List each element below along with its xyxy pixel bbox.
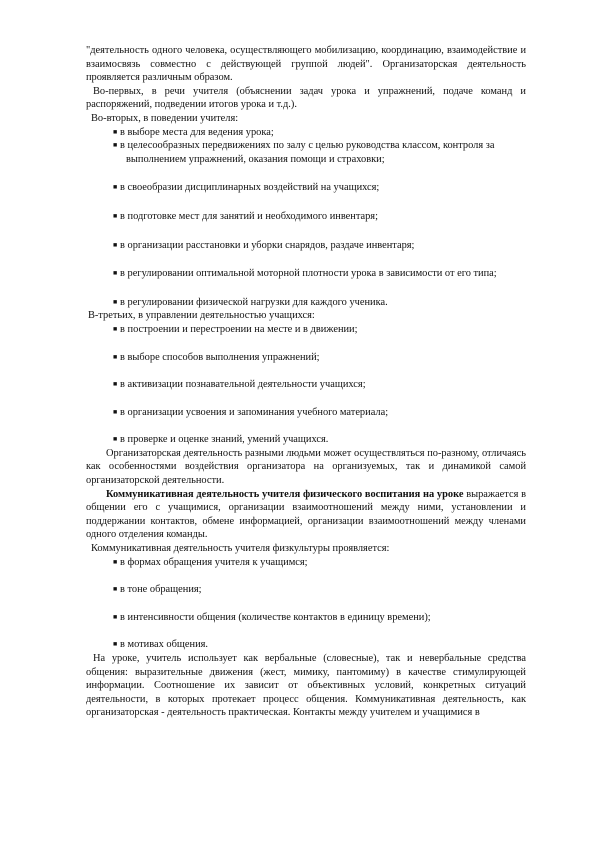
bullet-icon: ■ xyxy=(113,585,118,594)
paragraph-definition: "деятельность одного человека, осуществляющего мобилизацию, координацию, взаимодействие и взаимосвязь совместно с действующей группой людей". Организаторская деятельность проявляется различным образом. xyxy=(86,45,526,84)
bullet-icon: ■ xyxy=(113,352,118,361)
list-item: ■ в регулировании физической нагрузки для каждого ученика. xyxy=(113,296,388,308)
list-item: ■ в формах обращения учителя к учащимся; xyxy=(113,556,308,568)
bullet-icon: ■ xyxy=(113,435,118,444)
list-item: ■ в выборе места для ведения урока; xyxy=(113,126,274,138)
bullet-icon: ■ xyxy=(113,612,118,621)
list-item: ■ в интенсивности общения (количестве контактов в единицу времени); xyxy=(113,611,431,623)
behavior-list xyxy=(86,126,526,310)
list-item: ■ в проверке и оценке знаний, умений учащихся. xyxy=(113,434,329,446)
list-item: ■ в выборе способов выполнения упражнений; xyxy=(113,351,320,363)
bullet-icon: ■ xyxy=(113,297,118,306)
bullet-icon: ■ xyxy=(113,141,118,150)
communication-list xyxy=(86,556,526,652)
paragraph-third: В-третьих, в управлении деятельностью учащихся: xyxy=(88,310,315,322)
bullet-icon: ■ xyxy=(113,640,118,649)
paragraph-communicative: Коммуникативная деятельность учителя физического воспитания на уроке выражается в общении его с учащимися, организации взаимоотношений между ними, установлении и поддержании контактов, обмене информацией, организации взаимоотношений между членами одного отделения команды. xyxy=(86,488,526,541)
bullet-icon: ■ xyxy=(113,127,118,136)
paragraph-lesson-communication: На уроке, учитель использует как вербальные (словесные), так и невербальные средства общения: выразительные движения (жест, мимику, пантомиму) в качестве стимулирующей информации. Соотношение их зависит от объективных условий, конкретных ситуаций деятельности, в которых протекает процесс общения. Коммуникативная деятельность, как организаторская - деятельность практическая. Контакты между учителем и учащимися в xyxy=(86,653,526,719)
bullet-icon: ■ xyxy=(113,557,118,566)
bullet-icon: ■ xyxy=(113,183,118,192)
list-item: ■ в своеобразии дисциплинарных воздействий на учащихся; xyxy=(113,182,380,194)
list-item: ■ в активизации познавательной деятельности учащихся; xyxy=(113,379,366,391)
list-item: ■ в регулировании оптимальной моторной плотности урока в зависимости от его типа; xyxy=(113,268,497,280)
list-item: ■ в тоне обращения; xyxy=(113,584,202,596)
list-item: ■ в построении и перестроении на месте и в движении; xyxy=(113,323,358,335)
paragraph-communicative-intro: Коммуникативная деятельность учителя физкультуры проявляется: xyxy=(91,543,390,555)
list-item-continuation: выполнением упражнений, оказания помощи и страховки; xyxy=(126,153,385,165)
bullet-icon: ■ xyxy=(113,380,118,389)
list-item: ■ в организации расстановки и уборки снарядов, раздаче инвентаря; xyxy=(113,239,415,251)
paragraph-second: Во-вторых, в поведении учителя: xyxy=(91,112,239,124)
list-item: ■ в организации усвоения и запоминания учебного материала; xyxy=(113,406,389,418)
list-item: ■ в подготовке мест для занятий и необходимого инвентаря; xyxy=(113,210,378,222)
bullet-icon: ■ xyxy=(113,324,118,333)
bullet-icon: ■ xyxy=(113,269,118,278)
document-body xyxy=(86,44,526,720)
list-item: ■ в целесообразных передвижениях по залу с целью руководства классом, контроля за выполнением упражнений, оказания помощи и страховки; xyxy=(86,139,526,166)
paragraph-organizational: Организаторская деятельность разными людьми может осуществляться по-разному, отличаясь как особенностями воздействия организатора на организуемых, так и динамикой самой организаторской деятельности. xyxy=(86,447,526,487)
paragraph-first: Во-первых, в речи учителя (объяснении задач урока и упражнений, подаче команд и распоряжений, подведении итогов урока и т.д.). xyxy=(86,85,526,111)
bullet-icon: ■ xyxy=(113,407,118,416)
bullet-icon: ■ xyxy=(113,240,118,249)
management-list xyxy=(86,323,526,447)
bullet-icon: ■ xyxy=(113,211,118,220)
bold-heading-text: Коммуникативная деятельность учителя физического воспитания на уроке xyxy=(106,488,464,500)
list-item: ■ в мотивах общения. xyxy=(113,639,209,651)
